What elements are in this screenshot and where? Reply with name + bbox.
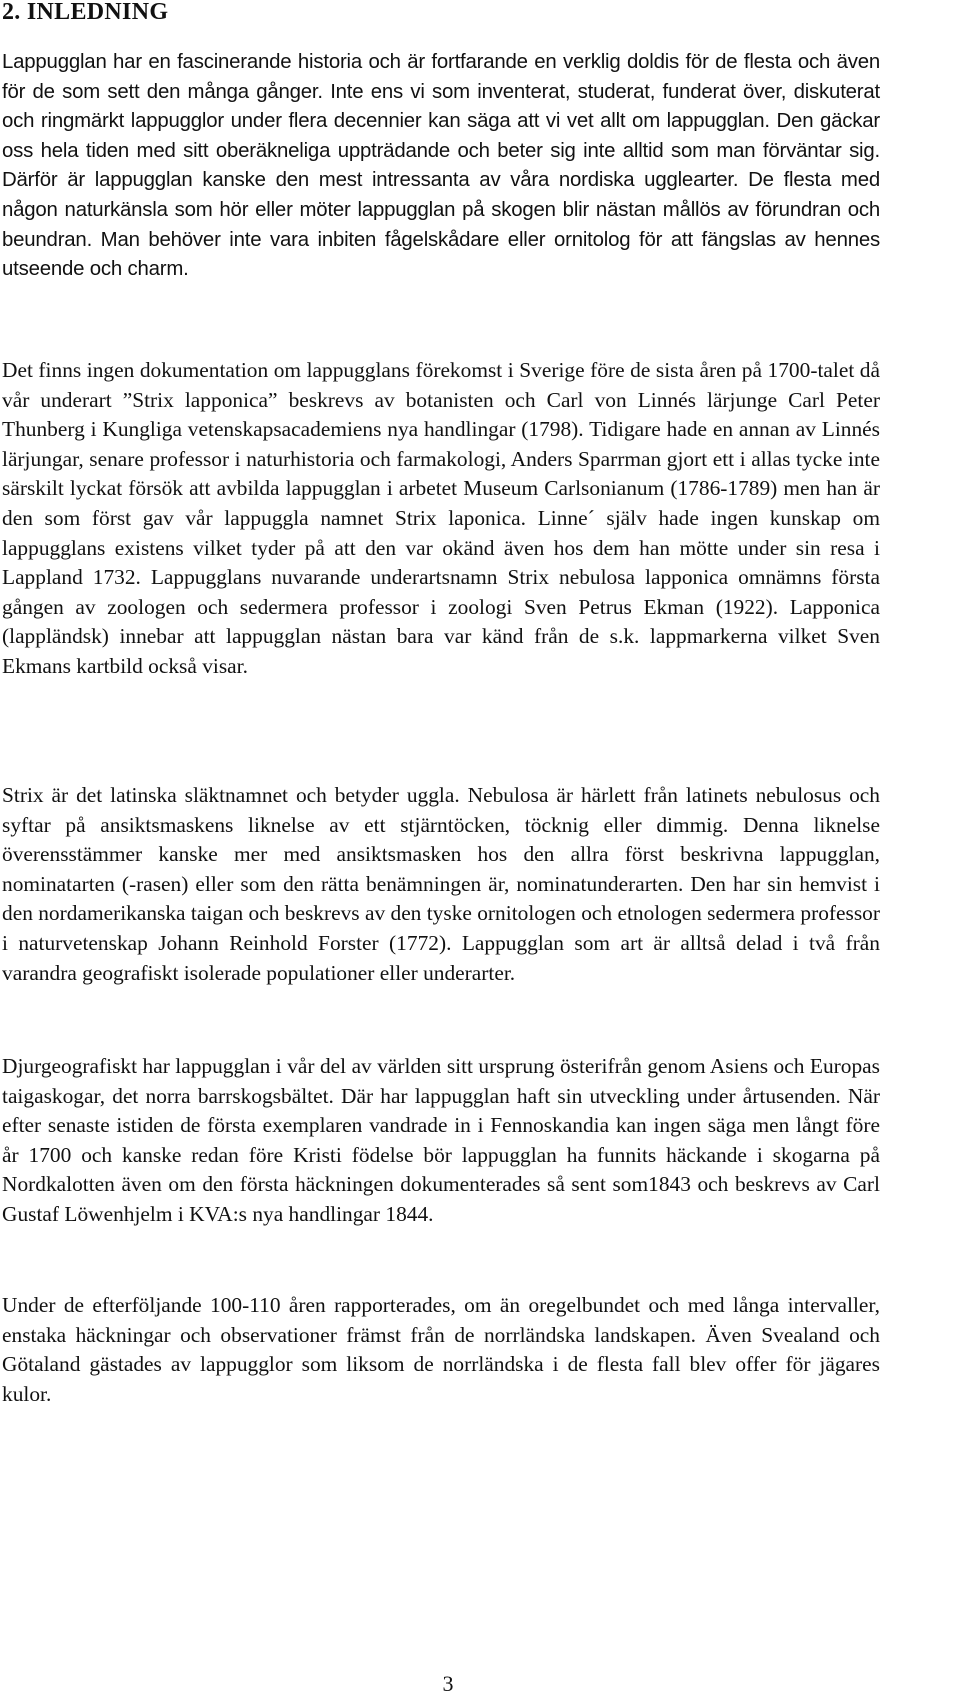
paragraph-introduction: Lappugglan har en fascinerande historia och är fortfarande en verklig doldis för de flesta och även för de som sett den många gånger. Inte ens vi som inventerat, studerat, funderat över, diskuterat och ringmärkt lappugglor under flera decennier kan säga att vi vet allt om lappugglan. Den gäckar oss hela tiden med sitt oberäkneliga uppträdande och beter sig inte alltid som man förväntar sig. Därför är lappugglan kanske den mest intressanta av våra nordiska ugglearter. De flesta med någon naturkänsla som hör eller möter lappugglan på skogen blir nästan mållös av förundran och beundran. Man behöver inte vara inbiten fågelskådare eller ornitolog för att fängslas av hennes utseende och charm. (2, 51, 880, 281)
paragraph-later-records: Under de efterföljande 100-110 åren rapporterades, om än oregelbundet och med långa intervaller, enstaka häckningar och observationer främst från de norrländska landskapen. Även Svealand och Götaland gästades av lappugglor som liksom de norrländska i de flesta fall blev offer för jägares kulor. (2, 1293, 880, 1406)
paragraph-naming: Strix är det latinska släktnamnet och betyder uggla. Nebulosa är härlett från latinets nebulosus och syftar på ansiktsmaskens liknelse av ett stjärntöcken, töcknig eller dimmig. Denna liknelse överensstämmer kanske mer med ansiktsmasken hos den allra först beskrivna lappugglan, nominatarten (-rasen) eller som den rätta benämningen är, nominatunderarten. Den har sin hemvist i den nordamerikanska taigan och beskrevs av den tyske ornitologen och etnologen sedermera professor i naturvetenskap Johann Reinhold Forster (1772). Lappugglan som art är alltså delad i två från varandra geografiskt isolerade populationer eller underarter. (2, 783, 880, 985)
section-heading: 2. INLEDNING (2, 0, 169, 25)
paragraph-history: Det finns ingen dokumentation om lappugglans förekomst i Sverige före de sista åren på 1700-talet då vår underart ”Strix lapponica” beskrevs av botanisten och Carl von Linnés lärjunge Carl Peter Thunberg i Kungliga vetenskapsacademiens nya handlingar (1798). Tidigare hade en annan av Linnés lärjungar, senare professor i naturhistoria och farmakologi, Anders Sparrman gjort ett i allas tycke inte särskilt lyckat försök att avbilda lappugglan i arbetet Museum Carlsonianum (1786-1789) men han är den som först gav vår lappuggla namnet Strix laponica. Linne´ själv hade ingen kunskap om lappugglans existens vilket tyder på att den var okänd även hos dem han mötte under sin resa i Lappland 1732. Lappugglans nuvarande underartsnamn Strix nebulosa lapponica omnämns första gången av zoologen och sedermera professor i zoologi Sven Petrus Ekman (1922). Lapponica (lappländsk) innebar att lappugglan nästan bara var känd från de s.k. lappmarkerna vilket Sven Ekmans kartbild också visar. (2, 358, 880, 678)
page-number: 3 (442, 1671, 454, 1696)
paragraph-zoogeography: Djurgeografiskt har lappugglan i vår del av världen sitt ursprung österifrån genom Asiens och Europas taigaskogar, det norra barrskogsbältet. Där har lappugglan haft sin utveckling under årtusenden. När efter senaste istiden de första exemplaren vandrade in i Fennoskandia kan ingen säga men långt före år 1700 och kanske redan före Kristi födelse bör lappugglan ha funnits häckande i skogarna på Nordkalotten även om den första häckningen dokumenterades så sent som1843 och beskrevs av Carl Gustaf Löwenhjelm i KVA:s nya handlingar 1844. (2, 1054, 880, 1226)
